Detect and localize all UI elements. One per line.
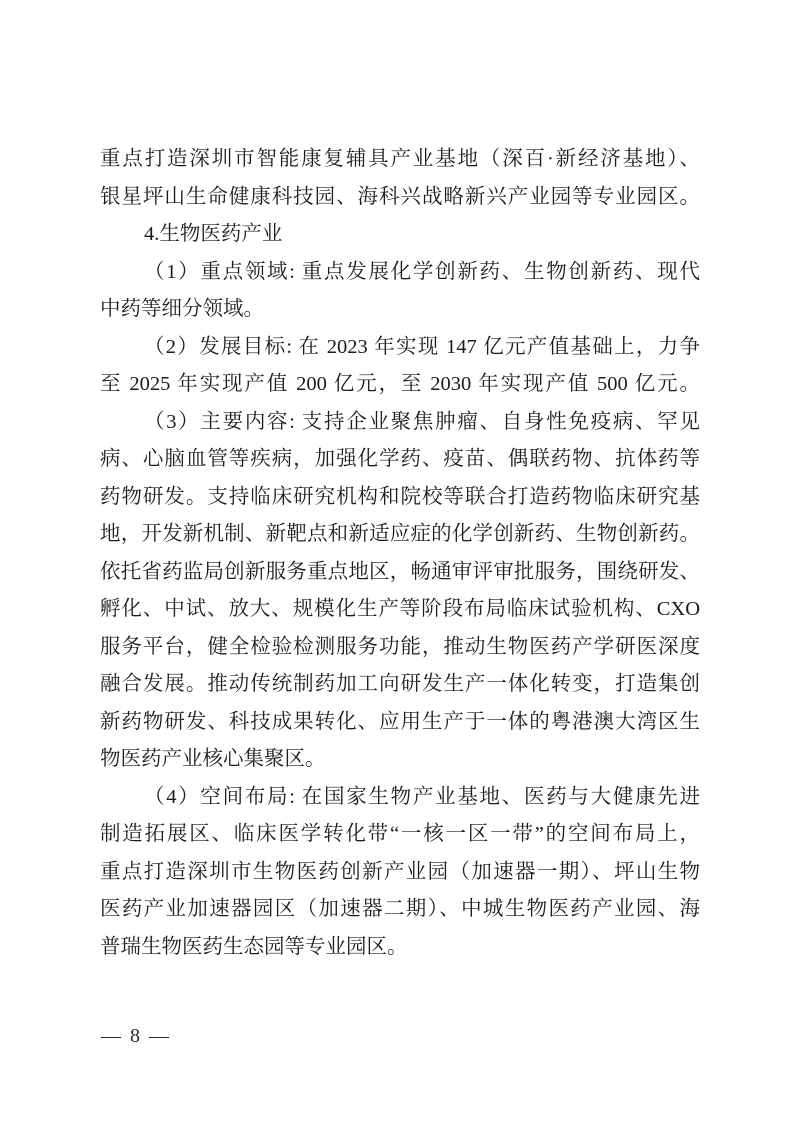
text-line: 普瑞生物医药生态园等专业园区。 bbox=[100, 935, 408, 958]
text-line: 物医药产业核心集聚区。 bbox=[100, 748, 326, 770]
text-line: （2）发展目标: 在 2023 年实现 147 亿元产值基础上，力争 bbox=[144, 335, 700, 358]
text-line: 重点打造深圳市智能康复辅具产业基地（深百·新经济基地）、 bbox=[100, 148, 700, 170]
text-line: 中药等细分领域。 bbox=[100, 298, 264, 320]
text-line: 孵化、中试、放大、规模化生产等阶段布局临床试验机构、CXO bbox=[100, 598, 700, 620]
text-line: 至 2025 年实现产值 200 亿元，至 2030 年实现产值 500 亿元。 bbox=[100, 373, 700, 395]
section-heading: 4.生物医药产业 bbox=[144, 223, 283, 245]
text-line: 地，开发新机制、新靶点和新适应症的化学创新药、生物创新药。 bbox=[100, 523, 700, 545]
document-body bbox=[100, 141, 700, 966]
text-line: 银星坪山生命健康科技园、海科兴战略新兴产业园等专业园区。 bbox=[100, 185, 700, 208]
text-line: 服务平台，健全检验检测服务功能，推动生物医药产学研医深度 bbox=[100, 635, 700, 658]
text-line: 制造拓展区、临床医学转化带“一核一区一带”的空间布局上， bbox=[100, 823, 700, 845]
text-line: （1）重点领域: 重点发展化学创新药、生物创新药、现代 bbox=[144, 260, 700, 283]
text-line: 重点打造深圳市生物医药创新产业园（加速器一期）、坪山生物 bbox=[100, 860, 700, 883]
text-line: 病、心脑血管等疾病，加强化学药、疫苗、偶联药物、抗体药等 bbox=[100, 448, 700, 470]
text-line: 医药产业加速器园区（加速器二期）、中城生物医药产业园、海 bbox=[100, 898, 700, 920]
text-line: 融合发展。推动传统制药加工向研发生产一体化转变，打造集创 bbox=[100, 673, 700, 695]
text-line: （3）主要内容: 支持企业聚焦肿瘤、自身性免疫病、罕见 bbox=[144, 410, 700, 433]
text-line: （4）空间布局: 在国家生物产业基地、医药与大健康先进 bbox=[144, 785, 700, 808]
text-line: 药物研发。支持临床研究机构和院校等联合打造药物临床研究基 bbox=[100, 485, 700, 508]
page-number: — 8 — bbox=[101, 1025, 171, 1047]
text-line: 新药物研发、科技成果转化、应用生产于一体的粤港澳大湾区生 bbox=[100, 710, 700, 733]
text-line: 依托省药监局创新服务重点地区，畅通审评审批服务，围绕研发、 bbox=[100, 560, 700, 583]
